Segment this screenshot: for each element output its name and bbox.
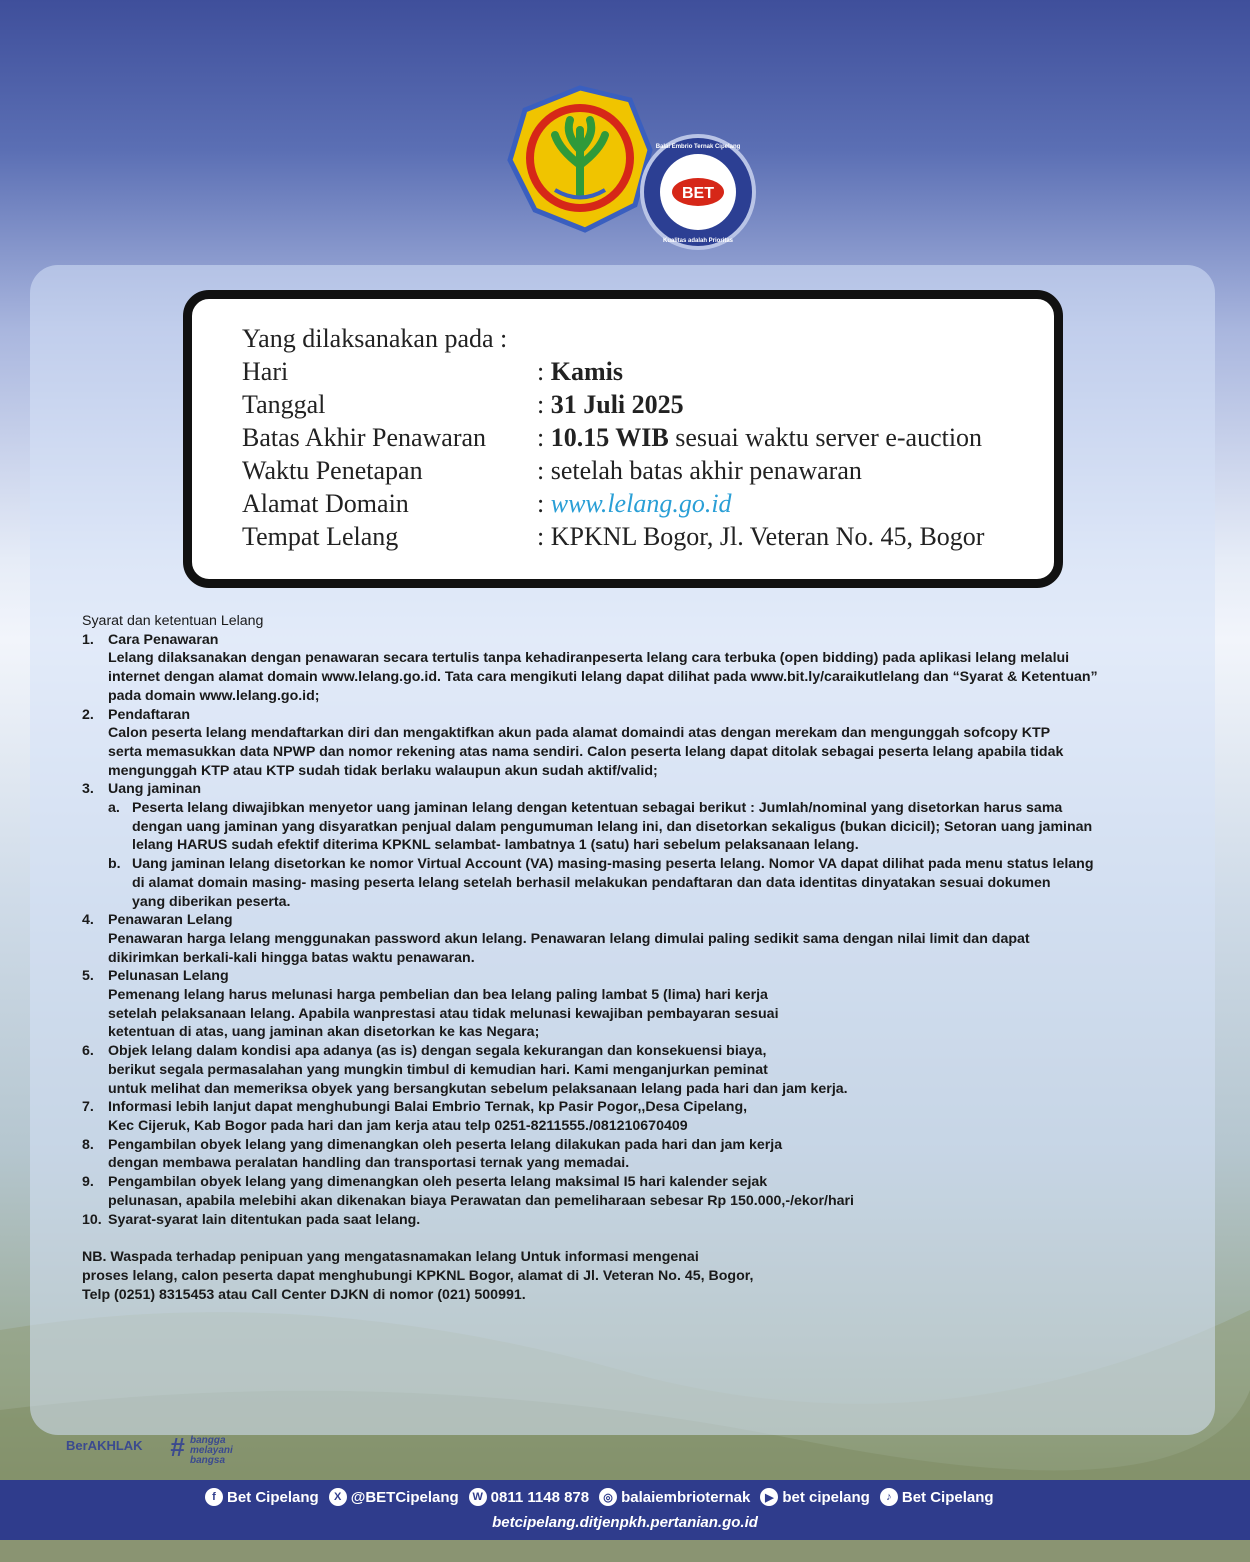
terms-item-number: 4. — [82, 912, 94, 929]
social-label: Bet Cipelang — [227, 1488, 319, 1506]
ministry-emblem-logo — [510, 88, 650, 230]
terms-item-number: 1. — [82, 631, 94, 648]
whatsapp-icon: W — [469, 1488, 487, 1506]
terms-item — [82, 1098, 1207, 1135]
social-label: Bet Cipelang — [901, 1488, 994, 1506]
terms-subitem-label: b. — [108, 856, 121, 873]
social-label: balaiembrioternak — [621, 1488, 751, 1506]
info-value — [537, 489, 732, 519]
info-separator: : — [537, 522, 551, 551]
terms-item-title: Objek lelang dalam kondisi apa adanya (as is) dengan segala kekurangan dan konsekuensi biaya, — [108, 1043, 767, 1060]
terms-item-line: pada domain www.lelang.go.id; — [108, 687, 320, 704]
domain-link[interactable]: www.lelang.go.id — [550, 489, 732, 518]
warning-note — [82, 1248, 842, 1304]
info-value — [537, 423, 982, 453]
terms-item-number: 3. — [82, 781, 94, 798]
terms-item-line: dikirimkan berkali-kali hingga batas waktu penawaran. — [108, 949, 475, 966]
terms-item-number: 7. — [82, 1099, 94, 1116]
terms-subitem-line — [82, 855, 1207, 874]
bet-logo-top-text: Balai Embrio Ternak Cipelang — [655, 144, 741, 150]
terms-item-line: dengan membawa peralatan handling dan transportasi ternak yang memadai. — [108, 1155, 630, 1172]
x-twitter-icon: X — [329, 1488, 347, 1506]
terms-item-line: untuk melihat dan memeriksa obyek yang bersangkutan sebelum pelaksanaan lelang pada hari dan jam kerja. — [108, 1080, 848, 1097]
terms-item-title-row — [82, 967, 1207, 986]
bangga-melayani-bangsa-logo: bangga melayani bangsa — [190, 1435, 233, 1466]
terms-item — [82, 706, 1207, 781]
info-separator: : — [537, 423, 551, 452]
warning-note-line: NB. Waspada terhadap penipuan yang mengatasnamakan lelang Untuk informasi mengenai — [82, 1249, 699, 1266]
info-value — [537, 390, 684, 420]
facebook-icon: f — [205, 1488, 223, 1506]
terms-item — [82, 911, 1207, 967]
terms-item-title-row — [82, 1042, 1207, 1061]
terms-item-line: internet dengan alamat domain www.lelang.go.id. Tata cara mengikuti lelang dapat dilihat pada www.bit.ly/caraikutlelang dan “Syarat & Ketentuan” — [108, 669, 1098, 686]
info-row — [242, 522, 985, 552]
info-value-bold: Kamis — [550, 357, 623, 386]
bottom-strip — [0, 1540, 1250, 1562]
terms-item-line: ketentuan di atas, uang jaminan akan disetorkan ke kas Negara; — [108, 1024, 540, 1041]
social-label: @BETCipelang — [350, 1488, 459, 1506]
terms-item-title: Pelunasan Lelang — [108, 968, 229, 985]
info-label: Alamat Domain — [242, 489, 409, 518]
terms-item-line: mengunggah KTP atau KTP sudah tidak berlaku walaupun akun sudah aktif/valid; — [108, 762, 658, 779]
terms-subitem-label: a. — [108, 800, 120, 817]
social-link[interactable] — [205, 1488, 319, 1506]
terms-item — [82, 1211, 1207, 1230]
terms-item — [82, 1042, 1207, 1098]
info-separator: : — [537, 489, 551, 518]
terms-section — [82, 612, 1207, 1304]
terms-item — [82, 1173, 1207, 1210]
info-value-bold: 31 Juli 2025 — [550, 390, 684, 419]
info-separator: : — [537, 357, 551, 386]
terms-item — [82, 967, 1207, 1042]
terms-item-line: serta memasukkan data NPWP dan nomor rekening atas nama sendiri. Calon peserta lelang dapat ditolak sebagai peserta lelang apabila tidak — [108, 743, 1064, 760]
social-link[interactable] — [469, 1488, 589, 1506]
terms-item-title-row — [82, 1173, 1207, 1192]
terms-item — [82, 1136, 1207, 1173]
terms-item-line: Calon peserta lelang mendaftarkan diri dan mengaktifkan akun pada alamat domaindi atas dengan merekam dan mengunggah sofcopy KTP — [108, 725, 1051, 742]
bet-logo-center-text: BET — [682, 185, 714, 202]
terms-item-number: 10. — [82, 1211, 102, 1228]
terms-subitem-line — [82, 836, 1207, 855]
auction-info-box — [183, 290, 1063, 588]
terms-item — [82, 631, 1207, 706]
terms-item-number: 8. — [82, 1136, 94, 1153]
info-label: Waktu Penetapan — [242, 456, 423, 485]
berakhlak-logo: BerAKHLAK — [66, 1438, 143, 1453]
info-label: Batas Akhir Penawaran — [242, 423, 487, 452]
terms-subitem-line — [82, 818, 1207, 837]
info-row — [242, 489, 732, 519]
terms-item — [82, 780, 1207, 911]
terms-subitem-line — [82, 893, 1207, 912]
info-value-bold: 10.15 WIB — [550, 423, 669, 452]
terms-item-title: Informasi lebih lanjut dapat menghubungi Balai Embrio Ternak, kp Pasir Pogor,,Desa Cipelang, — [108, 1099, 748, 1116]
terms-item-line: Pemenang lelang harus melunasi harga pembelian dan bea lelang paling lambat 5 (lima) hari kerja — [108, 987, 768, 1004]
info-label: Tempat Lelang — [242, 522, 399, 551]
terms-subitem-text: yang diberikan peserta. — [132, 893, 291, 910]
youtube-icon: ▶ — [760, 1488, 778, 1506]
terms-item-title-row — [82, 1136, 1207, 1155]
info-value — [537, 522, 984, 552]
terms-item-title-row — [82, 780, 1207, 799]
social-links — [205, 1488, 994, 1506]
terms-item-number: 5. — [82, 968, 94, 985]
terms-item-title: Syarat-syarat lain ditentukan pada saat lelang. — [108, 1211, 421, 1228]
info-label: Hari — [242, 357, 289, 386]
social-link[interactable] — [329, 1488, 459, 1506]
info-intro: Yang dilaksanakan pada : — [242, 324, 508, 353]
info-row — [242, 390, 684, 420]
social-label: bet cipelang — [782, 1488, 870, 1506]
terms-item-title: Pendaftaran — [108, 706, 190, 723]
social-link[interactable] — [599, 1488, 750, 1506]
terms-item-title-row — [82, 631, 1207, 650]
terms-item-line: pelunasan, apabila melebihi akan dikenakan biaya Perawatan dan pemeliharaan sebesar Rp 150.000,-/ekor/hari — [108, 1192, 854, 1209]
terms-item-title-row — [82, 911, 1207, 930]
terms-item-line: Kec Cijeruk, Kab Bogor pada hari dan jam kerja atau telp 0251-8211555./081210670409 — [108, 1117, 688, 1134]
info-row — [242, 423, 983, 453]
info-value-text: sesuai waktu server e-auction — [668, 423, 983, 452]
website-link[interactable]: betcipelang.ditjenpkh.pertanian.go.id — [492, 1514, 758, 1531]
terms-item-line: Penawaran harga lelang menggunakan password akun lelang. Penawaran lelang dimulai paling sedikit sama dengan nilai limit dan dapat — [108, 930, 1030, 947]
terms-subitem-text: lelang HARUS sudah efektif diterima KPKNL selambat- lambatnya 1 (satu) hari sebelum pelaksanaan lelang. — [132, 837, 859, 854]
warning-note-line: Telp (0251) 8315453 atau Call Center DJKN di nomor (021) 500991. — [82, 1286, 526, 1303]
terms-subitem-text: Peserta lelang diwajibkan menyetor uang jaminan lelang dengan ketentuan sebagai berikut : Jumlah/nominal yang disetorkan harus sama — [132, 800, 1063, 817]
footer-bar — [0, 1480, 1250, 1540]
info-label: Tanggal — [242, 390, 326, 419]
social-label: 0811 1148 878 — [490, 1488, 590, 1506]
tiktok-icon: ♪ — [880, 1488, 898, 1506]
warning-note-line: proses lelang, calon peserta dapat menghubungi KPKNL Bogor, alamat di Jl. Veteran No. 45, Bogor, — [82, 1267, 754, 1284]
bet-logo-bottom-text: Kualitas adalah Prioritas — [662, 238, 734, 244]
terms-subitem-text: di alamat domain masing- masing peserta lelang setelah berhasil melakukan pendaftaran dan data identitas dinyatakan sesuai dokumen — [132, 874, 1051, 891]
instagram-icon: ◎ — [599, 1488, 617, 1506]
terms-item-title-row — [82, 1211, 1207, 1230]
social-link[interactable] — [760, 1488, 870, 1506]
terms-subitem-line — [82, 874, 1207, 893]
info-row — [242, 456, 862, 486]
terms-item-title: Pengambilan obyek lelang yang dimenangkan oleh peserta lelang dilakukan pada hari dan jam kerja — [108, 1136, 783, 1153]
header-logos — [500, 80, 760, 260]
terms-item-title: Cara Penawaran — [108, 631, 219, 648]
terms-subitem-text: dengan uang jaminan yang disyaratkan penjual dalam pengumuman lelang ini, dan disetorkan sekaligus (bukan dicicil); Setoran uang jaminan — [132, 818, 1093, 835]
info-value-text: setelah batas akhir penawaran — [550, 456, 862, 485]
terms-subitem-line — [82, 799, 1207, 818]
info-value — [537, 357, 623, 387]
info-row — [242, 357, 623, 387]
terms-item-title: Penawaran Lelang — [108, 912, 233, 929]
social-link[interactable] — [880, 1488, 994, 1506]
info-separator: : — [537, 456, 551, 485]
info-value-text: KPKNL Bogor, Jl. Veteran No. 45, Bogor — [550, 522, 985, 551]
terms-item-number: 9. — [82, 1174, 94, 1191]
info-value — [537, 456, 862, 486]
terms-item-title: Pengambilan obyek lelang yang dimenangkan oleh peserta lelang maksimal I5 hari kalender sejak — [108, 1174, 768, 1191]
terms-subitem-text: Uang jaminan lelang disetorkan ke nomor Virtual Account (VA) masing-masing peserta lelang. Nomor VA dapat dilihat pada menu status lelang — [132, 856, 1094, 873]
hashtag-icon: # — [170, 1432, 185, 1462]
terms-item-line: berikut segala permasalahan yang mungkin timbul di kemudian hari. Kami menganjurkan peminat — [108, 1061, 768, 1078]
info-separator: : — [537, 390, 551, 419]
terms-item-number: 6. — [82, 1043, 94, 1060]
terms-heading: Syarat dan ketentuan Lelang — [82, 613, 264, 629]
terms-item-title-row — [82, 706, 1207, 725]
terms-item-number: 2. — [82, 706, 94, 723]
terms-item-line: setelah pelaksanaan lelang. Apabila wanprestasi atau tidak melunasi kewajiban pembayaran sesuai — [108, 1005, 779, 1022]
terms-item-line: Lelang dilaksanakan dengan penawaran secara tertulis tanpa kehadiranpeserta lelang cara terbuka (open bidding) pada aplikasi lelang melalui — [108, 650, 1070, 667]
terms-item-title: Uang jaminan — [108, 781, 202, 798]
terms-item-title-row — [82, 1098, 1207, 1117]
